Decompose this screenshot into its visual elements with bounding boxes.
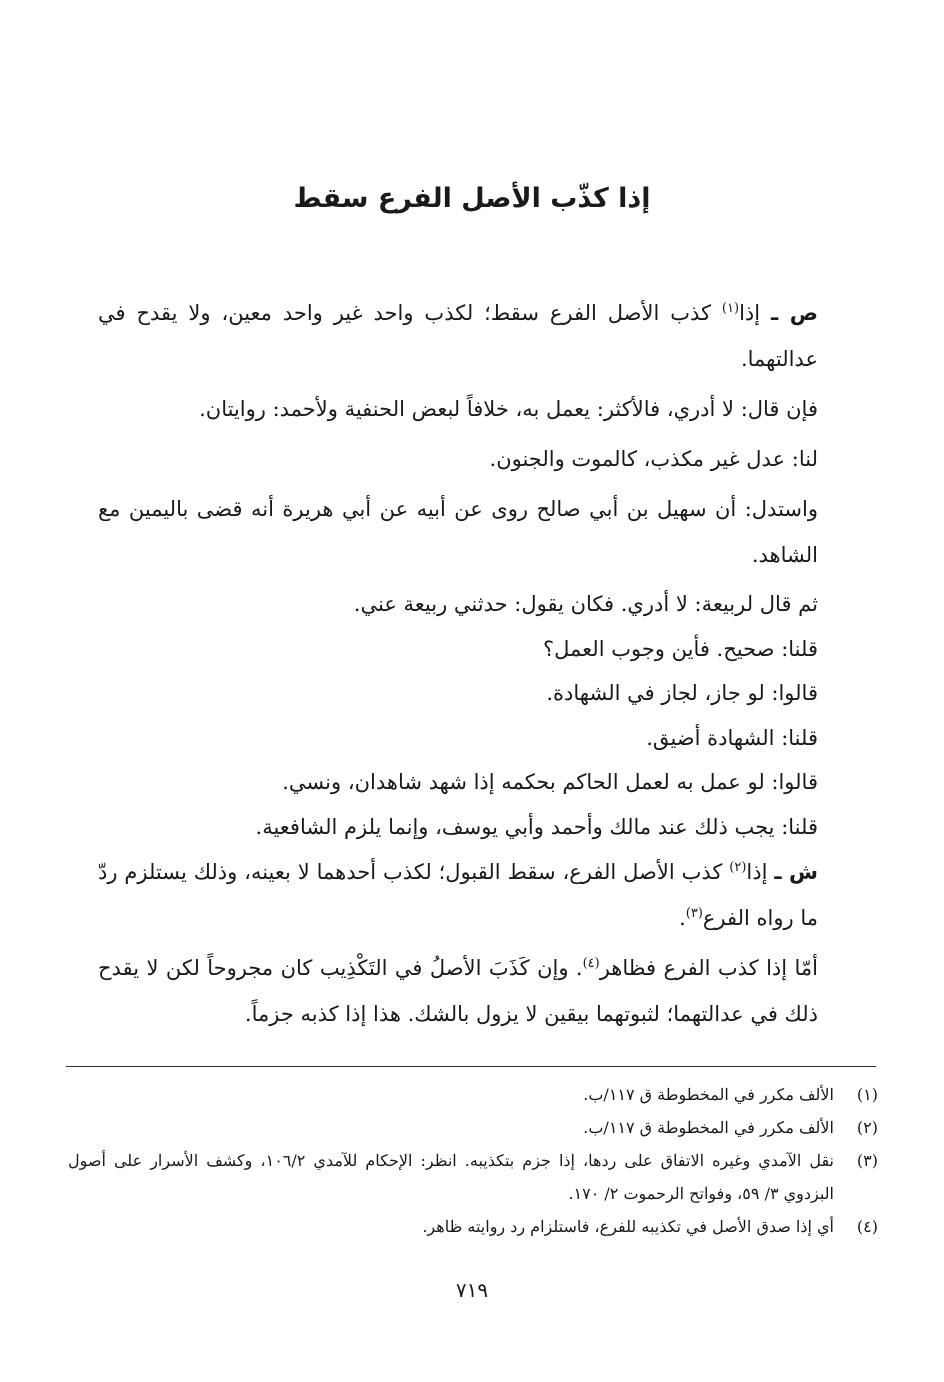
text-span: . وإن كَذَبَ الأصلُ في التَكْذِيب كان مجروحاً لكن لا يقدح ذلك في عدالتهما؛ لثبوتهما بيقين لا يزول بالشك. هذا إذا كذبه جزماً. <box>98 956 818 1026</box>
footnote-ref[interactable]: (٢) <box>729 860 747 875</box>
footnote-text: نقل الآمدي وغيره الاتفاق على ردها، إذا جزم بتكذيبه. انظر: الإحكام للآمدي ١٠٦/٢، وكشف الأسرار على أصول البزدوي ٣/ ٥٩، وفواتح الرحموت ٢/ ١٧٠. <box>68 1151 835 1203</box>
footnote-text: أي إذا صدق الأصل في تكذيبه للفرع، فاستلزام رد روايته ظاهر. <box>422 1217 834 1236</box>
text-paragraph: واستدل: أن سهيل بن أبي صالح روى عن أبيه عن أبي هريرة أنه قضى باليمين مع الشاهد. <box>98 497 818 567</box>
footnote-number: (١) <box>856 1085 878 1104</box>
footnote-number: (٢) <box>856 1118 878 1137</box>
text-span: إذا <box>746 860 768 884</box>
footnote-text: الألف مكرر في المخطوطة ق ١١٧/ب. <box>583 1118 834 1137</box>
dialog-line: قلنا: صحيح. فأين وجوب العمل؟ <box>542 636 818 661</box>
text-span: كذب الأصل الفرع سقط؛ لكذب واحد غير واحد معين، ولا يقدح في عدالتهما. <box>98 301 818 371</box>
text-paragraph <box>98 945 818 1037</box>
main-text <box>98 290 818 1041</box>
footnotes <box>68 1078 878 1243</box>
footnote-text: الألف مكرر في المخطوطة ق ١١٧/ب. <box>583 1085 834 1104</box>
paragraph-marker: ص ـ <box>771 301 818 325</box>
dialog-line: ثم قال لربيعة: لا أدري. فكان يقول: حدثني ربيعة عني. <box>353 592 818 616</box>
dialog-line: قالوا: لو جاز، لجاز في الشهادة. <box>546 681 818 705</box>
footnote-divider <box>66 1066 876 1067</box>
page-number: ٧١٩ <box>455 1278 489 1302</box>
text-span: كذب الأصل الفرع، سقط القبول؛ لكذب أحدهما لا بعينه، وذلك يستلزم ردّ ما رواه الفرع <box>98 860 818 930</box>
dialog-line: قلنا: يجب ذلك عند مالك وأحمد وأبي يوسف، وإنما يلزم الشافعية. <box>255 814 818 839</box>
text-paragraph: لنا: عدل غير مكذب، كالموت والجنون. <box>489 447 818 471</box>
footnote <box>68 1111 878 1144</box>
dialog-line: قلنا: الشهادة أضيق. <box>646 725 818 750</box>
footnote-ref[interactable]: (٣) <box>685 906 703 921</box>
text-span: . <box>679 906 686 930</box>
page-title: إذا كذّب الأصل الفرع سقط <box>293 183 651 214</box>
paragraph-marker: ش ـ <box>774 860 819 884</box>
footnote <box>68 1210 878 1243</box>
footnote <box>68 1078 878 1111</box>
text-span: إذا <box>739 301 761 325</box>
footnote <box>68 1144 878 1210</box>
dialog-line: قالوا: لو عمل به لعمل الحاكم بحكمه إذا شهد شاهدان، ونسي. <box>282 770 818 794</box>
text-paragraph <box>98 290 818 382</box>
text-paragraph <box>98 849 818 941</box>
footnote-ref[interactable]: (٤) <box>582 956 600 971</box>
footnote-ref[interactable]: (١) <box>721 301 740 316</box>
footnote-number: (٤) <box>856 1217 878 1236</box>
text-paragraph: فإن قال: لا أدري، فالأكثر: يعمل به، خلافاً لبعض الحنفية ولأحمد: روايتان. <box>199 397 818 421</box>
text-span: أمّا إذا كذب الفرع فظاهر <box>599 956 819 980</box>
footnote-number: (٣) <box>856 1151 878 1170</box>
